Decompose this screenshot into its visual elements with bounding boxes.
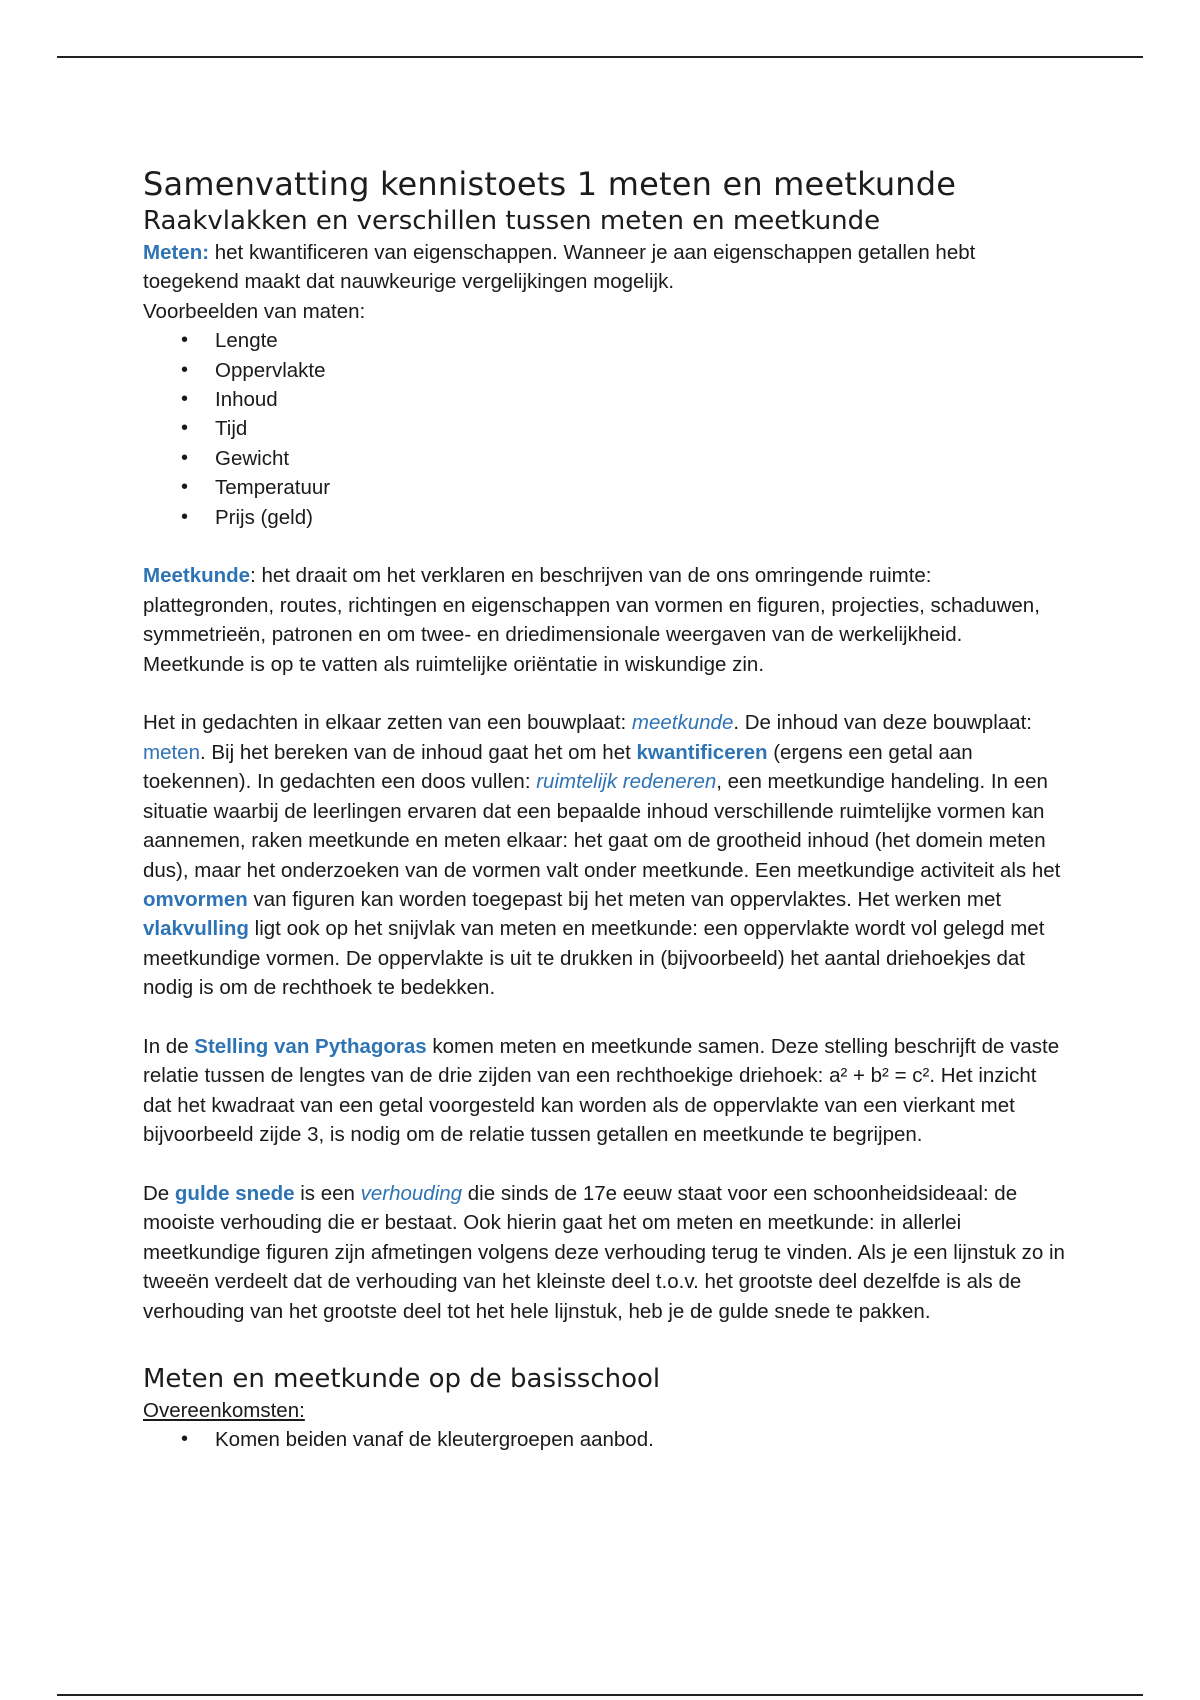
list-item: • Inhoud bbox=[143, 385, 1068, 414]
bullet-icon: • bbox=[181, 446, 189, 469]
term-pythagoras: Stelling van Pythagoras bbox=[194, 1034, 427, 1058]
term-kwantificeren: kwantificeren bbox=[636, 740, 768, 764]
list-item: • Temperatuur bbox=[143, 473, 1068, 502]
term-meten: Meten: bbox=[143, 241, 210, 264]
header-rule bbox=[57, 56, 1143, 58]
list-item: • Gewicht bbox=[143, 444, 1068, 473]
list-item: • Oppervlakte bbox=[143, 356, 1068, 385]
list-item: • Lengte bbox=[143, 326, 1068, 355]
bullet-icon: • bbox=[181, 329, 189, 352]
term-verhouding: verhouding bbox=[360, 1181, 463, 1205]
paragraph-bouwplaat: Het in gedachten in elkaar zetten van een bouwplaat: meetkunde. De inhoud van deze bouwplaat: meten. Bij het bereken van de inhoud gaat het om het kwantificeren (ergens een getal aan toekennen). In gedachten een doos vullen: ruimtelijk redeneren, een meetkundige handeling. In een situatie waarbij de leerlingen ervaren dat een bepaalde inhoud verschillende ruimtelijke vormen kan aannemen, raken meetkunde en meten elkaar: het gaat om de grootheid inhoud (het domein meten dus), maar het onderzoeken van de vormen valt onder meetkunde. Een meetkundige activiteit als het omvormen van figuren kan worden toegepast bij het meten van oppervlaktes. Het werken met vlakvulling ligt ook op het snijvlak van meten en meetkunde: een oppervlakte wordt vol gelegd met meetkundige vormen. De oppervlakte is uit te drukken in (bijvoorbeeld) het aantal driehoekjes dat nodig is om de rechthoek te bedekken. bbox=[143, 711, 1061, 1000]
bullet-icon: • bbox=[181, 358, 189, 381]
term-meetkunde: Meetkunde bbox=[143, 564, 251, 588]
subheading-overeenkomsten: Overeenkomsten: bbox=[143, 1398, 305, 1422]
examples-list bbox=[143, 326, 1068, 532]
term-omvormen: omvormen bbox=[143, 887, 248, 911]
paragraph-gulde-snede: De gulde snede is een verhouding die sinds de 17e eeuw staat voor een schoonheidsideaal: de mooiste verhouding die er bestaat. Ook hierin gaat het om meten en meetkunde: in allerlei meetkundige figuren zijn afmetingen volgens deze verhouding terug te vinden. Als je een lijnstuk zo in tweeën verdeelt dat de verhouding van het kleinste deel t.o.v. het grootste deel dezelfde is als de verhouding van het grootste deel tot het hele lijnstuk, heb je de gulde snede te pakken. bbox=[143, 1181, 1065, 1323]
paragraph-meetkunde: Meetkunde: het draait om het verklaren en beschrijven van de ons omringende ruimte: plattegronden, routes, richtingen en eigenschappen van vormen en figuren, projecties, schaduwen, symmetrieën, patronen en om twee- en driedimensionale weergaven van de werkelijkheid. Meetkunde is op te vatten als ruimtelijke oriëntatie in wiskundige zin. bbox=[143, 564, 1040, 676]
list-item: • Komen beiden vanaf de kleutergroepen aanbod. bbox=[143, 1425, 1068, 1454]
section-heading-basisschool: Meten en meetkunde op de basisschool bbox=[143, 1363, 661, 1394]
document-page bbox=[143, 160, 1068, 1455]
bullet-icon: • bbox=[181, 1428, 189, 1451]
footer-rule bbox=[57, 1694, 1143, 1696]
term-vlakvulling: vlakvulling bbox=[143, 917, 249, 941]
list-item: • Prijs (geld) bbox=[143, 503, 1068, 532]
section-heading-raakvlakken: Raakvlakken en verschillen tussen meten en meetkunde bbox=[143, 206, 881, 236]
pythagoras-formula: a² + b² = c². bbox=[829, 1064, 936, 1088]
term-meten-link: meten bbox=[143, 740, 200, 764]
term-gulde-snede: gulde snede bbox=[174, 1181, 295, 1205]
term-ruimtelijk-redeneren: ruimtelijk redeneren bbox=[536, 770, 717, 794]
examples-intro: Voorbeelden van maten: bbox=[143, 299, 366, 323]
meten-definition: het kwantificeren van eigenschappen. Wanneer je aan eigenschappen getallen hebt toegekend maakt dat nauwkeurige vergelijkingen mogelijk. bbox=[143, 241, 976, 294]
bullet-icon: • bbox=[181, 476, 189, 499]
bullet-icon: • bbox=[181, 388, 189, 411]
paragraph-pythagoras: In de Stelling van Pythagoras komen meten en meetkunde samen. Deze stelling beschrijft de vaste relatie tussen de lengtes van de drie zijden van een rechthoekige driehoek: a² + b² = c². Het inzicht dat het kwadraat van een getal voorgesteld kan worden als de oppervlakte van een vierkant met bijvoorbeeld zijde 3, is nodig om de relatie tussen getallen en meetkunde te begrijpen. bbox=[143, 1034, 1060, 1147]
bullet-icon: • bbox=[181, 417, 189, 440]
bullet-icon: • bbox=[181, 505, 189, 528]
list-item: • Tijd bbox=[143, 414, 1068, 443]
paragraph-meten bbox=[143, 238, 1068, 297]
document-title: Samenvatting kennistoets 1 meten en meetkunde bbox=[143, 165, 957, 203]
overeenkomsten-list bbox=[143, 1425, 1068, 1454]
term-meetkunde-italic: meetkunde bbox=[631, 711, 734, 735]
